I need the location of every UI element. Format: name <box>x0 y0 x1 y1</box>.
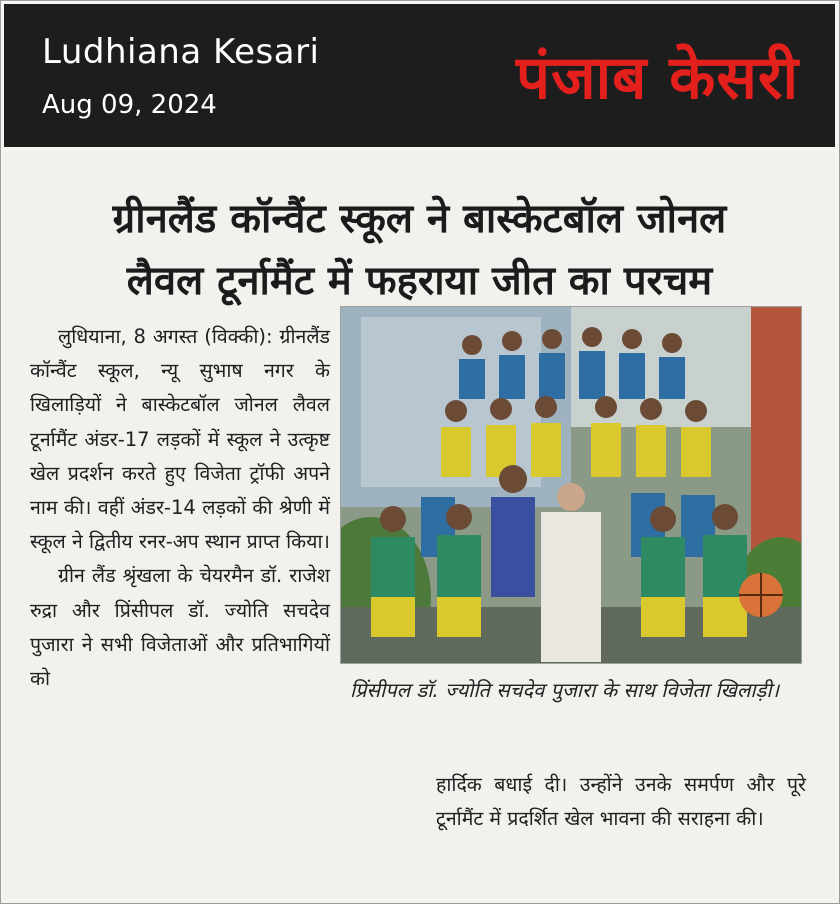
headline-line-1: ग्रीनलैंड कॉन्वैंट स्कूल ने बास्केटबॉल जोनल <box>112 196 727 242</box>
article-paragraph-1: लुधियाना, 8 अगस्त (विक्की): ग्रीनलैंड कॉन्वैंट स्कूल, न्यू सुभाष नगर के खिलाड़ियों ने बास्केटबॉल जोनल लैवल टूर्नामैंट अंडर-17 लड़कों में स्कूल ने उत्कृष्ट खेल प्रदर्शन करते हुए विजेता ट्रॉफी अपने नाम की। वहीं अंडर-14 लड़कों की श्रेणी में स्कूल ने द्वितीय रनर-अप स्थान प्राप्त किया। <box>30 325 330 554</box>
header-bar <box>4 4 835 147</box>
article-column-right <box>436 768 806 836</box>
team-photo-illustration <box>341 307 801 663</box>
newspaper-masthead: पंजाब केसरी <box>515 43 799 113</box>
article-paragraph-2: ग्रीन लैंड श्रृंखला के चेयरमैन डॉ. राजेश रुद्रा और प्रिंसीपल डॉ. ज्योति सचदेव पुजारा ने सभी विजेताओं और प्रतिभागियों को <box>30 564 330 691</box>
headline-line-2: लैवल टूर्नामैंट में फहराया जीत का परचम <box>126 258 713 304</box>
edition-name: Ludhiana Kesari <box>42 32 320 72</box>
article-column-left <box>30 320 330 696</box>
news-clipping <box>4 152 835 898</box>
publication-date: Aug 09, 2024 <box>42 90 217 120</box>
team-photo <box>340 306 802 664</box>
photo-caption: प्रिंसीपल डॉ. ज्योति सचदेव पुजारा के साथ विजेता खिलाड़ी। <box>350 678 780 702</box>
article-paragraph-3: हार्दिक बधाई दी। उन्होंने उनके समर्पण और पूरे टूर्नामैंट में प्रदर्शित खेल भावना की सराहना की। <box>436 773 806 831</box>
article-headline <box>4 188 835 312</box>
